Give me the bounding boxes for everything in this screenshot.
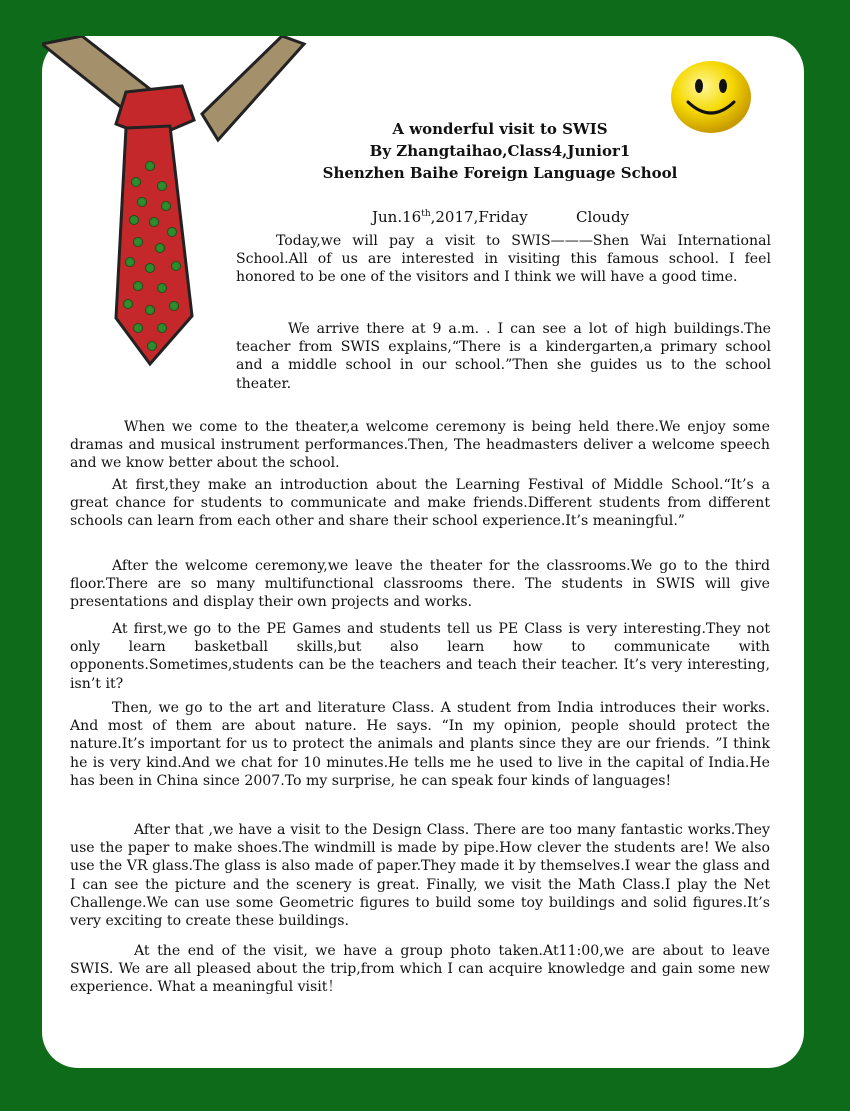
document-header bbox=[230, 118, 770, 184]
paragraph-3: When we come to the theater,a welcome ceremony is being held there.We enjoy some dramas and musical instrument performances.Then, The headmasters deliver a welcome speech and we know better about the school. bbox=[70, 419, 770, 472]
paragraph-8: After that ,we have a visit to the Design Class. There are too many fantastic works.They use the paper to make shoes.The windmill is made by pipe.How clever the students are! We also use the VR glass.The glass is also made of paper.They made it by themselves.I wear the glass and I can see the picture and the scenery is great. Finally, we visit the Math Class.I play the Net Challenge.We can use some Geometric figures to build some toy buildings and solid figures.It’s very exciting to create these buildings. bbox=[70, 822, 770, 930]
author-byline: By Zhangtaihao,Class4,Junior1 bbox=[369, 142, 631, 160]
document-title: A wonderful visit to SWIS bbox=[392, 120, 608, 138]
weather-text: Cloudy bbox=[576, 208, 630, 226]
paragraph-1: Today,we will pay a visit to SWIS———Shen Wai International School.All of us are interested in visiting this famous school. I feel honored to be one of the visitors and I think we will have a good time. bbox=[236, 233, 771, 286]
paragraph-5: After the welcome ceremony,we leave the theater for the classrooms.We go to the third floor.There are so many multifunctional classrooms there. The students in SWIS will give presentations and display their own projects and works. bbox=[70, 558, 770, 611]
school-name: Shenzhen Baihe Foreign Language School bbox=[322, 164, 678, 182]
paragraph-4: At first,they make an introduction about the Learning Festival of Middle School.“It’s a great chance for students to communicate and make friends.Different students from different schools can learn from each other and share their school experience.It’s meaningful.” bbox=[70, 477, 770, 530]
paragraph-9: At the end of the visit, we have a group photo taken.At11:00,we are about to leave SWIS. We are all pleased about the trip,from which I can acquire knowledge and gain some new experience. What a meaningful visit！ bbox=[70, 943, 770, 996]
paragraph-6: At first,we go to the PE Games and students tell us PE Class is very interesting.They not only learn basketball skills,but also learn how to communicate with opponents.Sometimes,students can be the teachers and teach their teacher. It’s very interesting, isn’t it? bbox=[70, 621, 770, 692]
paragraph-7: Then, we go to the art and literature Class. A student from India introduces their works. And most of them are about nature. He says. “In my opinion, people should protect the nature.It’s important for us to protect the animals and plants since they are our friends. ”I think he is very kind.And we chat for 10 minutes.He tells me he used to live in the capital of India.He has been in China since 2007.To my surprise, he can speak four kinds of languages! bbox=[70, 700, 770, 789]
dateline bbox=[372, 208, 732, 226]
paragraph-2: We arrive there at 9 a.m. . I can see a lot of high buildings.The teacher from SWIS explains,“There is a kindergarten,a primary school and a middle school in our school.”Then she guides us to the school theater. bbox=[236, 321, 771, 392]
date-text: Jun.16th,2017,Friday bbox=[372, 208, 528, 226]
